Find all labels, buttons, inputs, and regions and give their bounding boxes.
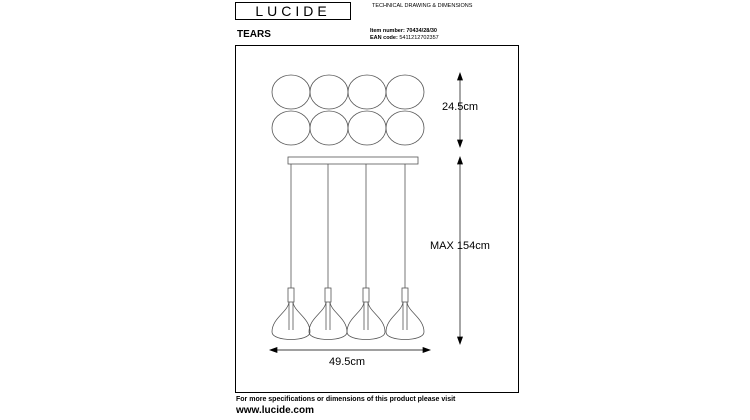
pendant-lamp xyxy=(347,288,385,340)
globe-top-view xyxy=(348,75,386,109)
globe-top-view xyxy=(310,75,348,109)
pendant-lamp xyxy=(272,288,310,340)
pendant-lamp xyxy=(309,288,347,340)
canopy-height-label: 24.5cm xyxy=(442,101,479,113)
ean-label: EAN code: xyxy=(370,35,398,41)
globe-top-view xyxy=(310,111,348,145)
website-link[interactable]: www.lucide.com xyxy=(236,405,314,416)
brand-logo-text: LUCIDE xyxy=(255,3,331,19)
globe-top-view xyxy=(386,111,424,145)
globe-top-view xyxy=(386,75,424,109)
pendant-cables xyxy=(291,164,405,288)
item-number-value: 70434/28/30 xyxy=(406,28,437,34)
product-name: TEARS xyxy=(237,29,271,40)
globe-top-view xyxy=(348,111,386,145)
item-number-label: Item number: xyxy=(370,28,405,34)
ean-value: 5411212702357 xyxy=(399,35,439,41)
pendant-lamps xyxy=(272,288,424,340)
footer-info-text: For more specifications or dimensions of this product please visit xyxy=(236,396,456,403)
top-view-globes xyxy=(272,75,424,145)
max-height-label: MAX 154cm xyxy=(430,240,490,252)
globe-top-view xyxy=(272,75,310,109)
width-label: 49.5cm xyxy=(329,356,366,368)
document-type: TECHNICAL DRAWING & DIMENSIONS xyxy=(372,3,473,9)
globe-top-view xyxy=(272,111,310,145)
dimension-width xyxy=(270,348,430,353)
pendant-lamp xyxy=(386,288,424,340)
canopy-bar xyxy=(288,157,418,164)
